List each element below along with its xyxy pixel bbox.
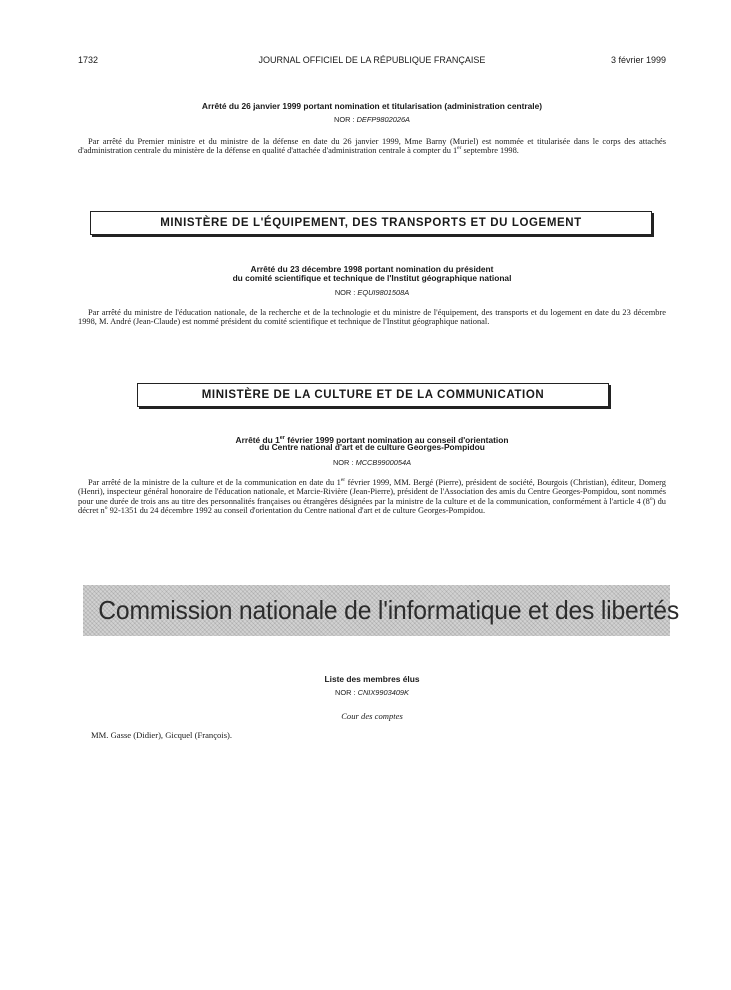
ministry-heading: MINISTÈRE DE LA CULTURE ET DE LA COMMUNICATION — [137, 383, 609, 407]
members-list: MM. Gasse (Didier), Gicquel (François). — [91, 730, 233, 740]
decree-body — [78, 478, 666, 515]
nor-code: MCCB9900054A — [355, 458, 412, 467]
ministry-heading: MINISTÈRE DE L'ÉQUIPEMENT, DES TRANSPORTS ET DU LOGEMENT — [90, 211, 652, 235]
decree-title: Arrêté du 23 décembre 1998 portant nomination du président — [250, 264, 494, 274]
body-text: Par arrêté de la ministre de la culture et de la communication en date du 1 — [88, 478, 341, 487]
commission-title: Commission nationale de l'informatique et des libertés — [98, 595, 679, 625]
decree-title: du Centre national d'art et de culture Georges-Pompidou — [259, 442, 485, 452]
ordinal-suffix: o — [104, 505, 108, 512]
court-subheading: Cour des comptes — [341, 711, 403, 721]
nor-reference — [78, 688, 666, 697]
title-text: Arrêté du 1 — [235, 434, 280, 445]
nor-code: DEFP9802026A — [356, 115, 410, 124]
journal-title: JOURNAL OFFICIEL DE LA RÉPUBLIQUE FRANÇAISE — [258, 55, 486, 65]
nor-label: NOR : — [332, 458, 354, 467]
issue-date: 3 février 1999 — [610, 55, 666, 65]
decree-body: Par arrêté du ministre de l'éducation nationale, de la recherche et de la technologie et du ministre de l'équipement, des transports et du logement en date du 23 décembre 1998, M. André (Jean-Claude) est nommé président du comité scientifique et technique de l'Institut géographique national. — [78, 308, 666, 327]
ordinal-suffix: o — [649, 495, 653, 502]
commission-banner — [83, 585, 679, 636]
body-text: septembre 1998. — [461, 146, 519, 156]
body-text: 92-1351 du 24 décembre 1992 au conseil d'orientation du Centre national d'art et de culture Georges-Pompidou. — [107, 505, 486, 515]
nor-label: NOR : — [335, 688, 356, 697]
page-header — [78, 55, 666, 69]
ordinal-suffix: er — [279, 435, 285, 441]
body-text: ) du décret n — [78, 496, 666, 515]
decree-title: du comité scientifique et technique de l'Institut géographique national — [232, 273, 512, 283]
ordinal-suffix: er — [457, 145, 462, 152]
decree-title: Arrêté du 26 janvier 1999 portant nomination et titularisation (administration centrale) — [201, 101, 543, 111]
nor-label: NOR : — [334, 288, 356, 297]
title-text: février 1999 portant nomination au conseil d'orientation — [284, 434, 509, 445]
nor-label: NOR : — [333, 115, 355, 124]
nor-reference — [78, 288, 666, 297]
ordinal-suffix: er — [340, 477, 346, 484]
body-text: février 1999, MM. Bergé (Pierre), président de société, Bourgois (Christian), éditeur, Domerg (Henri), inspecteur général honoraire de l'éducation nationale, et Marcie-Rivière (Jean-Pierre), président de l'Association des amis du Centre Georges-Pompidou, sont nommés pour une durée de trois ans au titre des personnalités françaises ou étrangères désignées par la ministre de la culture et de la communication, conformément à l'article 4 (8 — [78, 478, 666, 506]
nor-code: CNIX9903409K — [357, 688, 409, 697]
decree-body — [78, 137, 666, 156]
nor-code: EQUI9801508A — [357, 288, 410, 297]
list-title: Liste des membres élus — [324, 674, 420, 684]
nor-reference — [78, 458, 666, 467]
nor-reference — [78, 115, 666, 124]
body-text: Par arrêté du Premier ministre et du ministre de la défense en date du 26 janvier 1999, Mme Barny (Muriel) est nommée et titularisée dans le corps des attachés d'administration centrale du ministère de la défense en qualité d'attachée d'administration centrale à compter du 1 — [78, 137, 666, 156]
page-number: 1732 — [78, 55, 99, 65]
